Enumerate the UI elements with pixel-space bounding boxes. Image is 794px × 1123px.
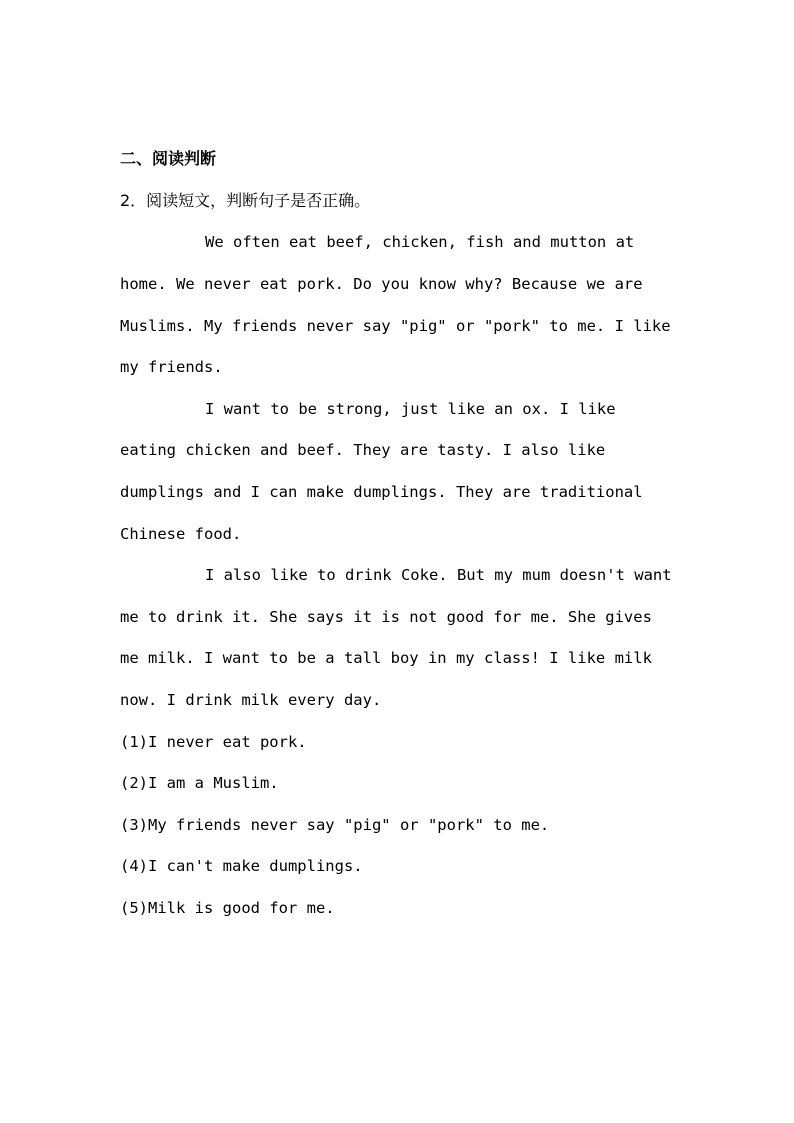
passage-line: Chinese food. bbox=[120, 525, 242, 543]
passage-line: dumplings and I can make dumplings. They are traditional bbox=[120, 483, 643, 501]
section-heading: 二、阅读判断 bbox=[120, 149, 217, 168]
passage-line: I want to be strong, just like an ox. I like bbox=[205, 400, 616, 418]
passage-line: I also like to drink Coke. But my mum doesn't want bbox=[205, 566, 672, 584]
passage-line: my friends. bbox=[120, 358, 223, 376]
statement-item: (3)My friends never say "pig" or "pork" to me. bbox=[120, 816, 550, 834]
passage-line: now. I drink milk every day. bbox=[120, 691, 382, 709]
question-instruction: 2．阅读短文，判断句子是否正确。 bbox=[120, 191, 371, 210]
statement-item: (4)I can't make dumplings. bbox=[120, 857, 363, 875]
statement-item: (1)I never eat pork. bbox=[120, 733, 307, 751]
passage-line: me milk. I want to be a tall boy in my class! I like milk bbox=[120, 649, 652, 667]
statement-item: (2)I am a Muslim. bbox=[120, 774, 279, 792]
passage-line: eating chicken and beef. They are tasty. I also like bbox=[120, 441, 606, 459]
statement-item: (5)Milk is good for me. bbox=[120, 899, 335, 917]
passage-line: home. We never eat pork. Do you know why? Because we are bbox=[120, 275, 643, 293]
passage-line: We often eat beef, chicken, fish and mutton at bbox=[205, 233, 635, 251]
passage-line: Muslims. My friends never say "pig" or "pork" to me. I like bbox=[120, 317, 671, 335]
passage-line: me to drink it. She says it is not good for me. She gives bbox=[120, 608, 652, 626]
